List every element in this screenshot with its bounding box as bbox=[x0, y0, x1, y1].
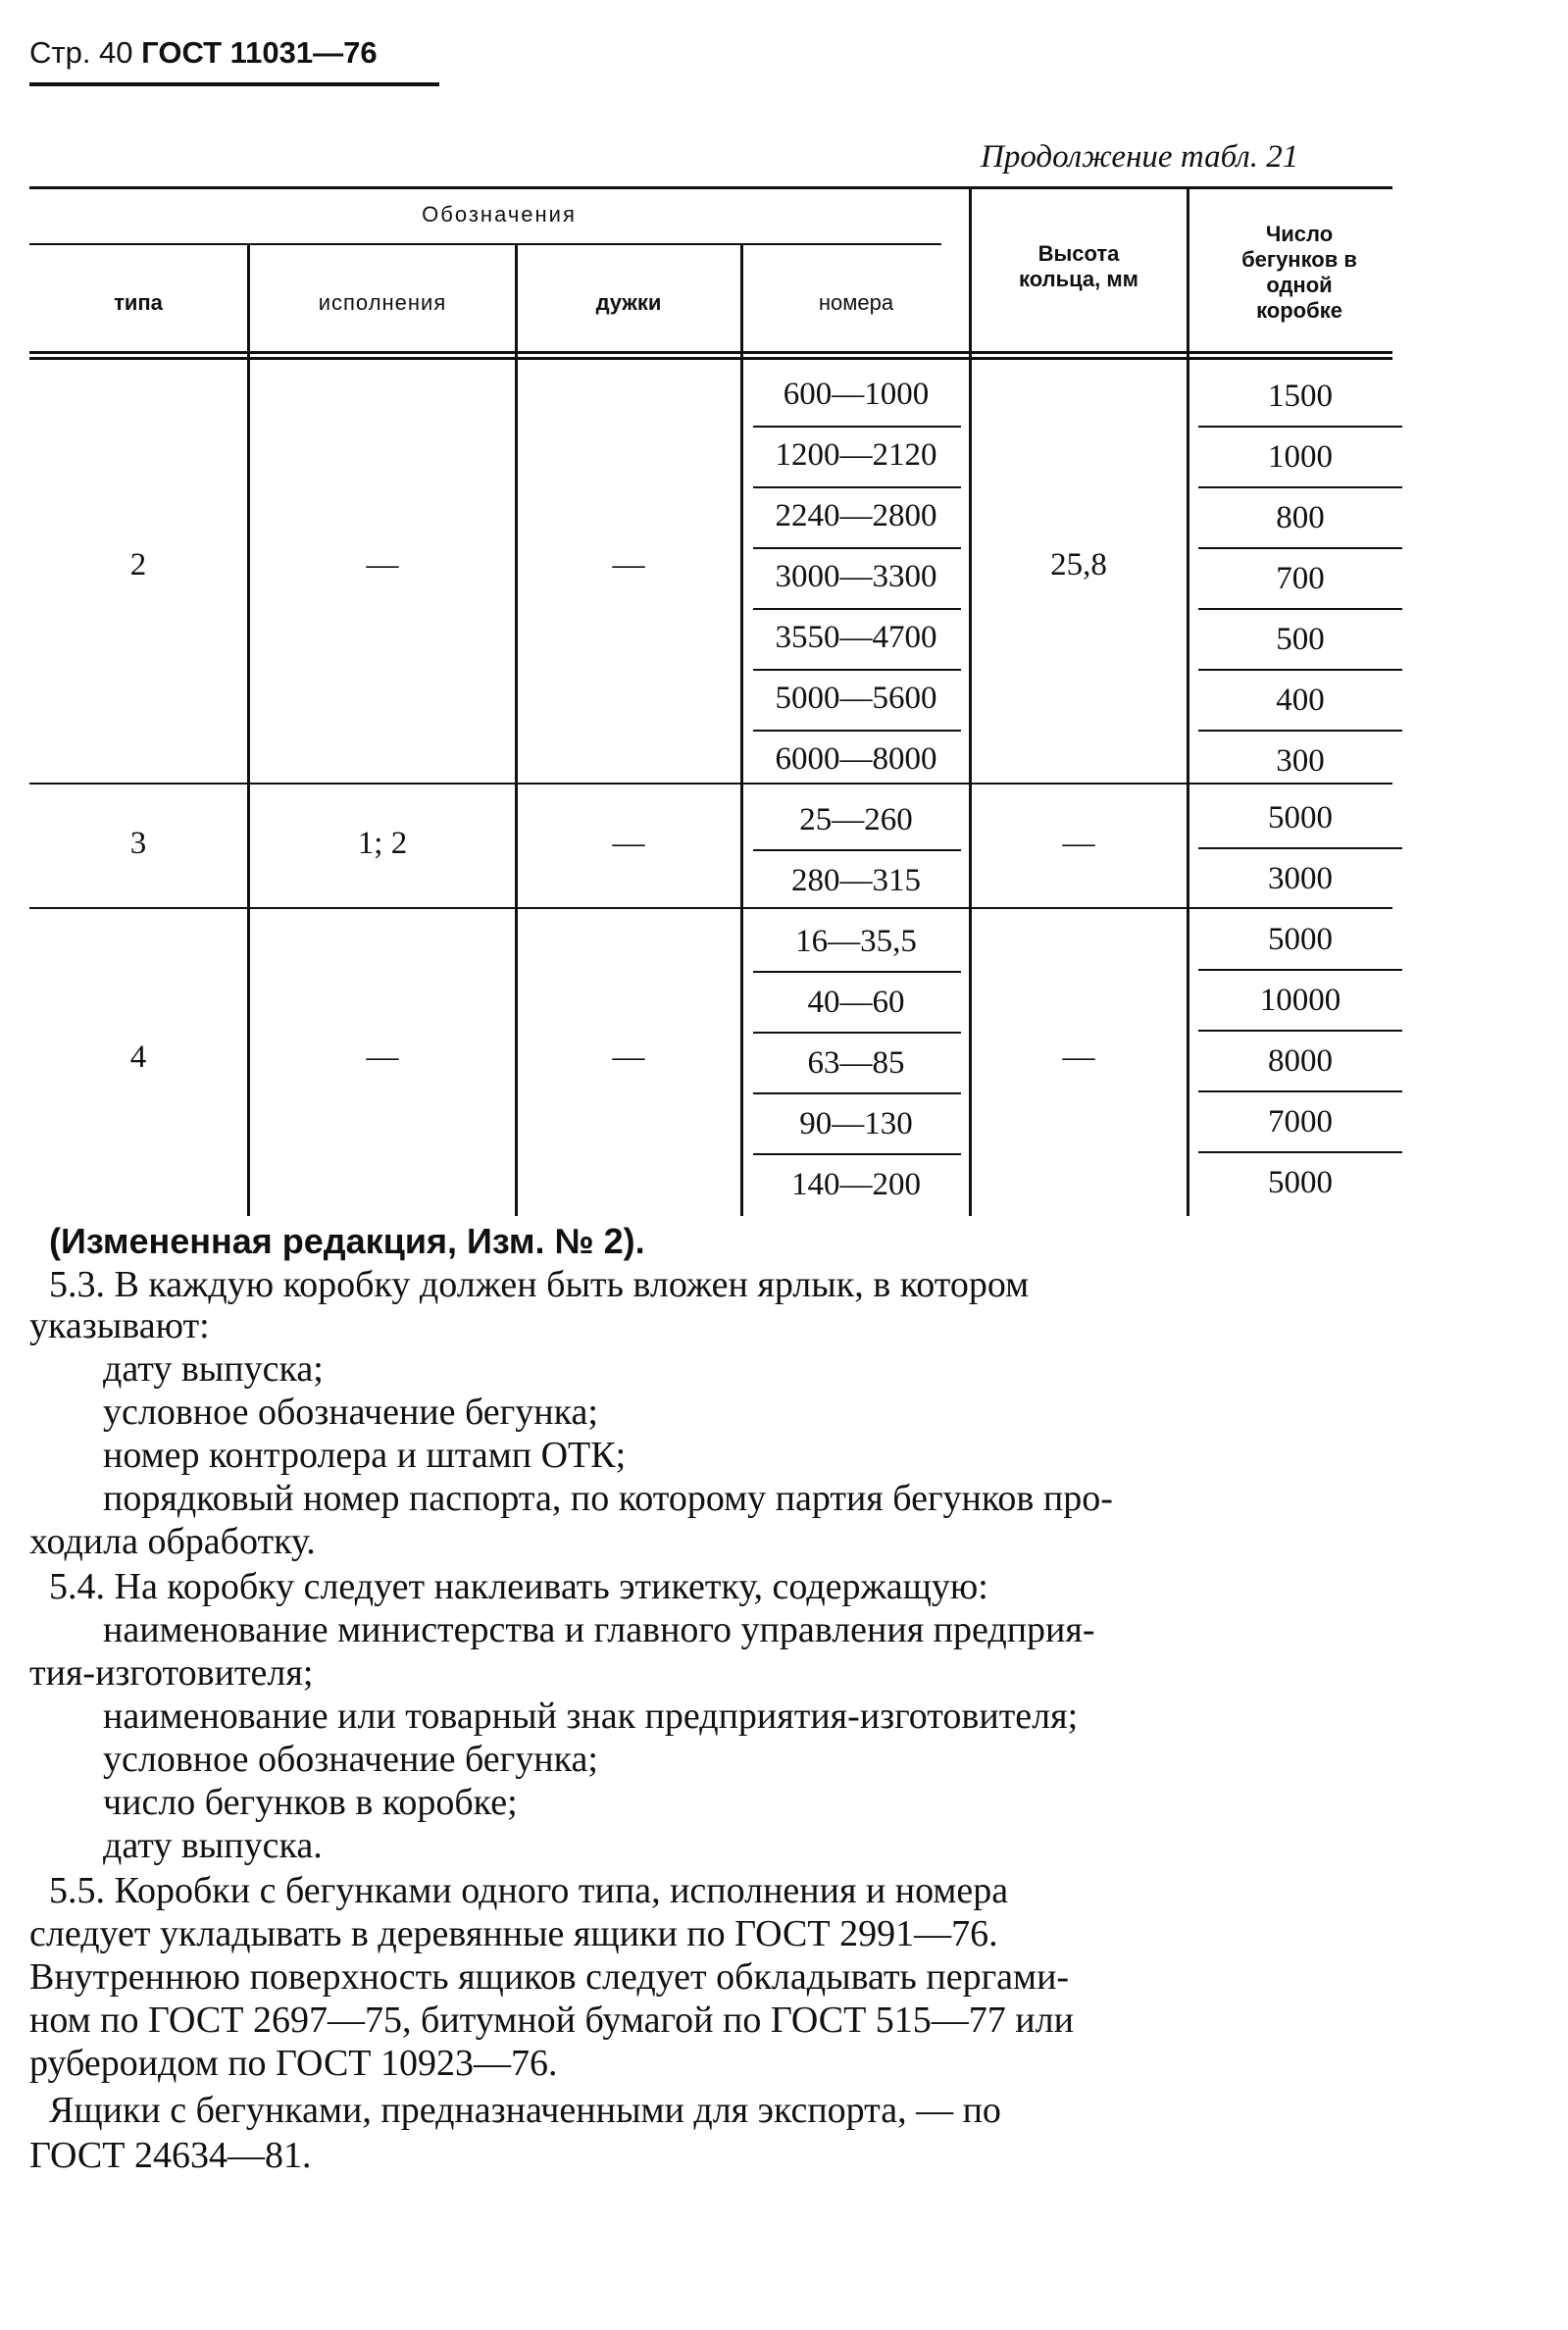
cell-number: 16—35,5 bbox=[795, 924, 917, 959]
cell-number: 5000—5600 bbox=[775, 681, 937, 716]
paragraph-line: ходила обработку. bbox=[29, 1521, 316, 1562]
cell-number: 3550—4700 bbox=[775, 620, 937, 655]
cell-execution: 1; 2 bbox=[357, 826, 408, 861]
row-rule bbox=[1198, 1030, 1402, 1032]
header-hook: дужки bbox=[595, 290, 662, 315]
row-rule bbox=[1198, 730, 1402, 732]
cell-number: 63—85 bbox=[807, 1045, 905, 1081]
row-rule bbox=[1198, 969, 1402, 971]
row-rule bbox=[753, 426, 961, 428]
page-header bbox=[29, 35, 378, 71]
paragraph-line: ГОСТ 24634—81. bbox=[29, 2135, 312, 2176]
header-execution: исполнения bbox=[318, 290, 447, 315]
paragraph-line: наименование или товарный знак предприятия-изготовителя; bbox=[103, 1696, 1079, 1737]
row-rule bbox=[1198, 486, 1402, 488]
paragraph-line: номер контролера и штамп ОТК; bbox=[103, 1435, 627, 1476]
row-rule bbox=[753, 730, 961, 732]
cell-number: 25—260 bbox=[799, 802, 913, 837]
cell-ring-height: — bbox=[1062, 826, 1095, 861]
row-rule bbox=[1198, 669, 1402, 671]
cell-number: 2240—2800 bbox=[775, 498, 937, 533]
row-rule bbox=[1198, 547, 1402, 549]
page-number: Стр. 40 bbox=[29, 35, 133, 70]
cell-ring-height: — bbox=[1062, 1039, 1095, 1075]
row-rule bbox=[753, 971, 961, 973]
paragraph-line: Ящики с бегунками, предназначенными для экспорта, — по bbox=[49, 2090, 1001, 2131]
header-rule bbox=[29, 82, 439, 86]
cell-count: 1000 bbox=[1268, 439, 1333, 475]
row-rule bbox=[1198, 1151, 1402, 1153]
row-rule bbox=[753, 1032, 961, 1034]
row-rule bbox=[1198, 608, 1402, 610]
cell-count: 300 bbox=[1276, 743, 1325, 779]
cell-number: 140—200 bbox=[791, 1167, 921, 1202]
row-rule bbox=[753, 669, 961, 671]
row-rule bbox=[753, 1092, 961, 1094]
cell-count: 1500 bbox=[1268, 379, 1333, 414]
cell-type: 4 bbox=[129, 1039, 147, 1075]
cell-hook: — bbox=[612, 547, 645, 582]
cell-count: 8000 bbox=[1268, 1043, 1333, 1079]
paragraph-line: 5.5. Коробки с бегунками одного типа, исполнения и номера bbox=[49, 1870, 1009, 1911]
cell-number: 280—315 bbox=[791, 863, 921, 898]
cell-count: 700 bbox=[1276, 561, 1325, 596]
row-rule bbox=[753, 1153, 961, 1155]
cell-count: 3000 bbox=[1268, 861, 1333, 896]
cell-number: 3000—3300 bbox=[775, 559, 937, 594]
row-rule bbox=[753, 849, 961, 851]
paragraph-line: условное обозначение бегунка; bbox=[103, 1739, 598, 1780]
cell-hook: — bbox=[612, 826, 645, 861]
cell-number: 6000—8000 bbox=[775, 741, 937, 777]
cell-count: 5000 bbox=[1268, 922, 1333, 957]
cell-number: 1200—2120 bbox=[775, 437, 937, 473]
header-designations: Обозначения bbox=[422, 202, 577, 227]
cell-count: 10000 bbox=[1259, 983, 1341, 1018]
cell-hook: — bbox=[612, 1039, 645, 1075]
cell-type: 2 bbox=[129, 547, 147, 582]
paragraph-line: указывают: bbox=[29, 1305, 210, 1346]
paragraph-line: тия-изготовителя; bbox=[29, 1652, 314, 1694]
cell-number: 600—1000 bbox=[783, 377, 930, 412]
cell-number: 90—130 bbox=[799, 1106, 913, 1141]
cell-execution: — bbox=[366, 547, 399, 582]
header-ring-height: Высота кольца, мм bbox=[1019, 241, 1138, 291]
data-table bbox=[29, 186, 1392, 1216]
cell-count: 400 bbox=[1276, 683, 1325, 718]
paragraph-line: рубероидом по ГОСТ 10923—76. bbox=[29, 2043, 558, 2084]
row-rule bbox=[1198, 847, 1402, 849]
row-rule bbox=[753, 547, 961, 549]
cell-count: 5000 bbox=[1268, 800, 1333, 836]
table-caption: Продолжение табл. 21 bbox=[981, 139, 1299, 175]
cell-count: 5000 bbox=[1268, 1165, 1333, 1200]
header-number: номера bbox=[818, 290, 894, 315]
header-count: Число бегунков в одной коробке bbox=[1241, 222, 1357, 323]
paragraph-line: следует укладывать в деревянные ящики по ГОСТ 2991—76. bbox=[29, 1913, 998, 1954]
paragraph-line: 5.4. На коробку следует наклеивать этикетку, содержащую: bbox=[49, 1566, 988, 1607]
row-rule bbox=[1198, 426, 1402, 428]
group-header-rule bbox=[29, 243, 941, 245]
header-type: типа bbox=[114, 290, 163, 315]
row-rule bbox=[753, 608, 961, 610]
paragraph-line: порядковый номер паспорта, по которому партия бегунков про- bbox=[103, 1478, 1113, 1519]
paragraph-line: дату выпуска. bbox=[103, 1825, 323, 1866]
paragraph-line: 5.3. В каждую коробку должен быть вложен ярлык, в котором bbox=[49, 1264, 1030, 1305]
paragraph-line: Внутреннюю поверхность ящиков следует обкладывать пергами- bbox=[29, 1956, 1070, 1998]
cell-count: 800 bbox=[1276, 500, 1325, 535]
row-rule bbox=[753, 486, 961, 488]
cell-ring-height: 25,8 bbox=[1050, 547, 1107, 582]
paragraph-line: наименование министерства и главного управления предприя- bbox=[103, 1609, 1095, 1650]
paragraph-line: дату выпуска; bbox=[103, 1348, 324, 1390]
cell-number: 40—60 bbox=[807, 985, 905, 1020]
cell-count: 7000 bbox=[1268, 1104, 1333, 1140]
standard-code: ГОСТ 11031—76 bbox=[141, 35, 378, 70]
cell-execution: — bbox=[366, 1039, 399, 1075]
paragraph-line: число бегунков в коробке; bbox=[103, 1782, 518, 1823]
cell-type: 3 bbox=[129, 826, 147, 861]
row-rule bbox=[1198, 1090, 1402, 1092]
cell-count: 500 bbox=[1276, 622, 1325, 657]
amendment-note: (Измененная редакция, Изм. № 2). bbox=[49, 1221, 645, 1261]
paragraph-line: условное обозначение бегунка; bbox=[103, 1392, 598, 1433]
paragraph-line: ном по ГОСТ 2697—75, битумной бумагой по ГОСТ 515—77 или bbox=[29, 2000, 1074, 2041]
